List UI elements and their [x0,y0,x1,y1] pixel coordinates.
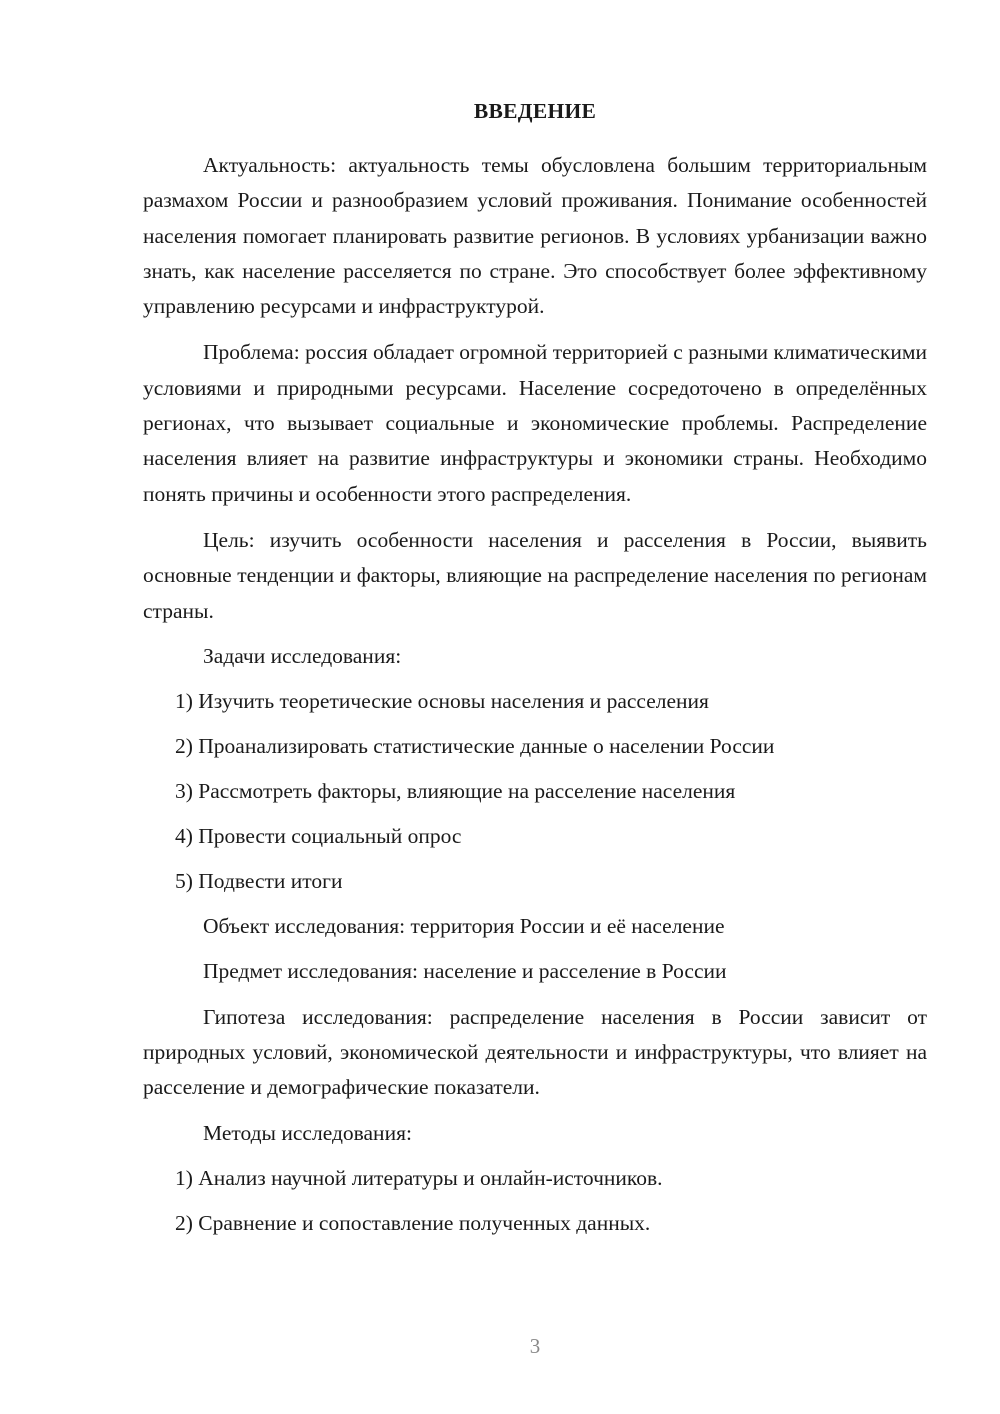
methods-list [143,1161,927,1241]
document-page [143,96,927,1241]
list-item: 1) Анализ научной литературы и онлайн-источников. [175,1165,663,1190]
problem-paragraph: Проблема: россия обладает огромной территорией с разными климатическими условиями и природными ресурсами. Население сосредоточено в определённых регионах, что вызывает социальные и экономические проблемы. Распределение населения влияет на развитие инфраструктуры и экономики страны. Необходимо понять причины и особенности этого распределения. [143,340,927,506]
list-item: 2) Проанализировать статистические данные о населении России [175,733,775,758]
page-title: ВВЕДЕНИЕ [473,99,597,123]
list-item: 2) Сравнение и сопоставление полученных данных. [175,1210,651,1235]
list-item: 4) Провести социальный опрос [175,823,462,848]
hypothesis-paragraph: Гипотеза исследования: распределение населения в России зависит от природных условий, экономической деятельности и инфраструктуры, что влияет на расселение и демографические показатели. [143,1004,927,1100]
relevance-paragraph: Актуальность: актуальность темы обусловлена большим территориальным размахом России и разнообразием условий проживания. Понимание особенностей населения помогает планировать развитие регионов. В условиях урбанизации важно знать, как население расселяется по стране. Это способствует более эффективному управлению ресурсами и инфраструктурой. [143,153,927,319]
page-number: 3 [529,1334,541,1358]
list-item: 5) Подвести итоги [175,868,343,893]
tasks-heading: Задачи исследования: [203,643,402,668]
object-line: Объект исследования: территория России и её население [203,913,725,938]
list-item: 3) Рассмотреть факторы, влияющие на расселение населения [175,778,736,803]
tasks-list [143,684,927,899]
list-item: 1) Изучить теоретические основы населения и расселения [175,688,709,713]
methods-heading: Методы исследования: [203,1120,412,1145]
subject-line: Предмет исследования: население и расселение в России [203,958,727,983]
goal-paragraph: Цель: изучить особенности населения и расселения в России, выявить основные тенденции и факторы, влияющие на распределение населения по регионам страны. [143,527,927,623]
